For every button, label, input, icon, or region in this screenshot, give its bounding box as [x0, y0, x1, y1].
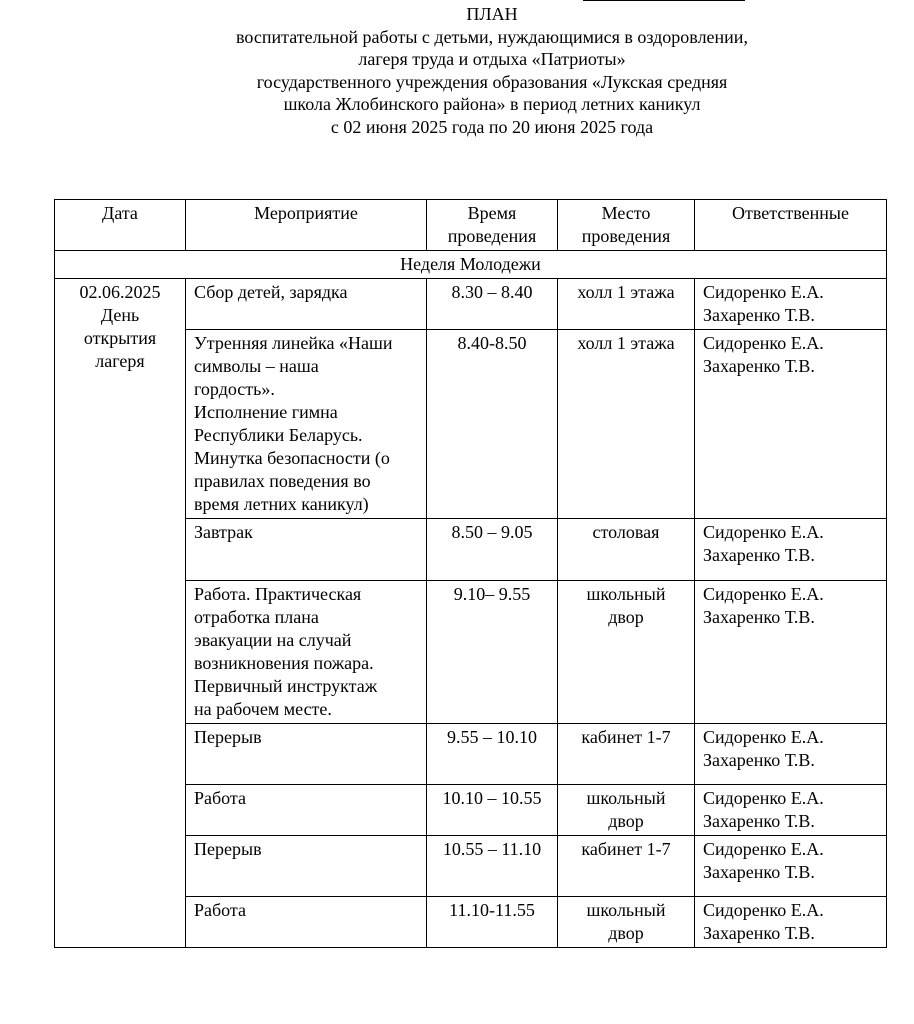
time-cell: 8.30 – 8.40	[427, 279, 558, 330]
week-title: Неделя Молодежи	[55, 251, 887, 279]
signature-line	[583, 0, 745, 1]
place-cell: кабинет 1-7	[558, 836, 695, 897]
place-cell: холл 1 этажа	[558, 330, 695, 519]
header-line-4: школа Жлобинского района» в период летних каникул	[283, 94, 701, 114]
time-cell: 8.50 – 9.05	[427, 519, 558, 581]
week-row	[55, 251, 887, 279]
place-cell: холл 1 этажа	[558, 279, 695, 330]
event-cell: Завтрак	[186, 519, 427, 581]
day-date: 02.06.2025	[79, 282, 161, 302]
responsible-cell: Сидоренко Е.А. Захаренко Т.В.	[695, 785, 887, 836]
time-cell: 10.55 – 11.10	[427, 836, 558, 897]
table-row	[55, 279, 887, 330]
event-cell: Перерыв	[186, 724, 427, 785]
document-header	[0, 3, 914, 138]
day-cell	[55, 279, 186, 948]
event-cell: Утренняя линейка «Наши символы – наша гордость». Исполнение гимна Республики Беларусь. Минутка безопасности (о правилах поведения во время летних каникул)	[186, 330, 427, 519]
responsible-cell: Сидоренко Е.А. Захаренко Т.В.	[695, 519, 887, 581]
day-name: День открытия лагеря	[83, 305, 157, 371]
time-cell: 8.40-8.50	[427, 330, 558, 519]
place-cell: школьный двор	[558, 897, 695, 948]
responsible-cell: Сидоренко Е.А. Захаренко Т.В.	[695, 836, 887, 897]
responsible-cell: Сидоренко Е.А. Захаренко Т.В.	[695, 581, 887, 724]
responsible-cell: Сидоренко Е.А. Захаренко Т.В.	[695, 279, 887, 330]
time-cell: 9.55 – 10.10	[427, 724, 558, 785]
place-cell: столовая	[558, 519, 695, 581]
place-cell: кабинет 1-7	[558, 724, 695, 785]
event-cell: Работа	[186, 897, 427, 948]
responsible-cell: Сидоренко Е.А. Захаренко Т.В.	[695, 897, 887, 948]
column-header-place: Место проведения	[558, 200, 695, 251]
header-line-1: воспитательной работы с детьми, нуждающимися в оздоровлении,	[236, 26, 748, 47]
responsible-cell: Сидоренко Е.А. Захаренко Т.В.	[695, 724, 887, 785]
time-cell: 9.10– 9.55	[427, 581, 558, 724]
column-header-event: Мероприятие	[186, 200, 427, 251]
event-cell: Работа. Практическая отработка плана эвакуации на случай возникновения пожара. Первичный инструктаж на рабочем месте.	[186, 581, 427, 724]
event-cell: Сбор детей, зарядка	[186, 279, 427, 330]
header-line-3: государственного учреждения образования «Лукская средняя	[256, 71, 728, 92]
event-cell: Перерыв	[186, 836, 427, 897]
responsible-cell: Сидоренко Е.А. Захаренко Т.В.	[695, 330, 887, 519]
header-line-2: лагеря труда и отдыха «Патриоты»	[358, 49, 626, 69]
column-header-date: Дата	[55, 200, 186, 251]
place-cell: школьный двор	[558, 581, 695, 724]
time-cell: 10.10 – 10.55	[427, 785, 558, 836]
document-title: ПЛАН	[466, 4, 518, 24]
place-cell: школьный двор	[558, 785, 695, 836]
table-header-row	[55, 200, 887, 251]
event-cell: Работа	[186, 785, 427, 836]
header-line-5: с 02 июня 2025 года по 20 июня 2025 года	[330, 116, 654, 137]
column-header-responsible: Ответственные	[695, 200, 887, 251]
plan-table	[54, 199, 887, 948]
time-cell: 11.10-11.55	[427, 897, 558, 948]
column-header-time: Время проведения	[427, 200, 558, 251]
